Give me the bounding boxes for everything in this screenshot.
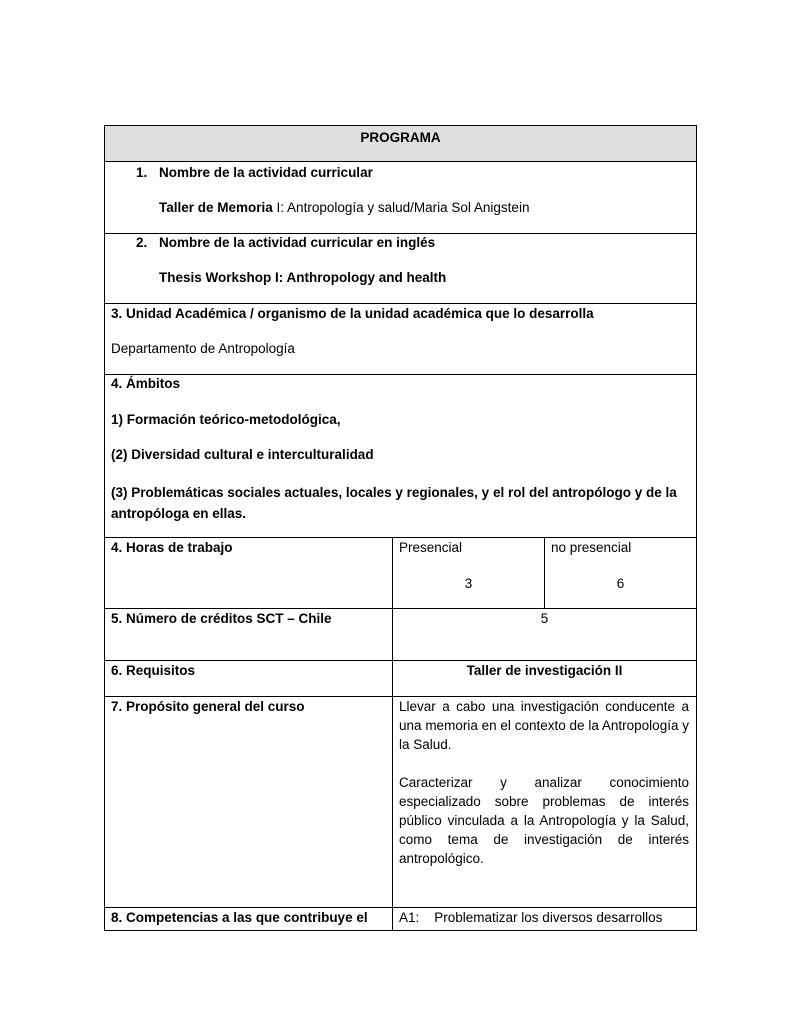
program-heading: PROGRAMA xyxy=(360,130,441,145)
ambito-item: (3) Problemáticas sociales actuales, locales y regionales, y el rol del antropólogo y de la antropóloga en ellas. xyxy=(111,485,677,521)
section-3-value: Departamento de Antropología xyxy=(111,341,295,356)
section-1-title: Nombre de la actividad curricular xyxy=(159,165,373,180)
purpose-paragraph-1: Llevar a cabo una investigación conducente a una memoria en el contexto de la Antropología y la Salud. xyxy=(399,699,689,752)
horas-title: 4. Horas de trabajo xyxy=(111,540,233,555)
section-5-title: 5. Número de créditos SCT – Chile xyxy=(111,611,332,626)
no-presencial-value: 6 xyxy=(616,576,625,591)
section-2-title: Nombre de la actividad curricular en inglés xyxy=(159,235,436,250)
section-5-value: 5 xyxy=(540,611,549,626)
purpose-paragraph-2: Caracterizar y analizar conocimiento especializado sobre problemas de interés público vinculada a la Antropología y la Salud, como tema de investigación de interés antropológico. xyxy=(399,775,689,866)
section-4-title: 4. Ámbitos xyxy=(111,376,181,391)
section-1-number: 1. xyxy=(136,165,148,180)
section-6-value: Taller de investigación II xyxy=(466,663,623,678)
ambito-item: 1) Formación teórico-metodológica, xyxy=(111,412,341,427)
course-name-rest: I: Antropología y salud/Maria Sol Anigstein xyxy=(272,200,530,215)
section-6-title: 6. Requisitos xyxy=(111,663,196,678)
section-7-title: 7. Propósito general del curso xyxy=(111,699,305,714)
section-8-value: A1: Problematizar los diversos desarrollos xyxy=(399,910,663,925)
section-3-title: 3. Unidad Académica / organismo de la unidad académica que lo desarrolla xyxy=(111,306,594,321)
presencial-label: Presencial xyxy=(399,540,463,555)
section-8-title: 8. Competencias a las que contribuye el xyxy=(111,910,368,925)
course-name-bold: Taller de Memoria xyxy=(159,200,273,215)
section-7-label-cell xyxy=(104,696,393,908)
section-2-value: Thesis Workshop I: Anthropology and health xyxy=(159,270,447,285)
presencial-value: 3 xyxy=(464,576,473,591)
no-presencial-label: no presencial xyxy=(551,540,632,555)
section-2-number: 2. xyxy=(136,235,148,250)
ambito-item: (2) Diversidad cultural e interculturalidad xyxy=(111,447,374,462)
section-1-value xyxy=(159,200,529,216)
